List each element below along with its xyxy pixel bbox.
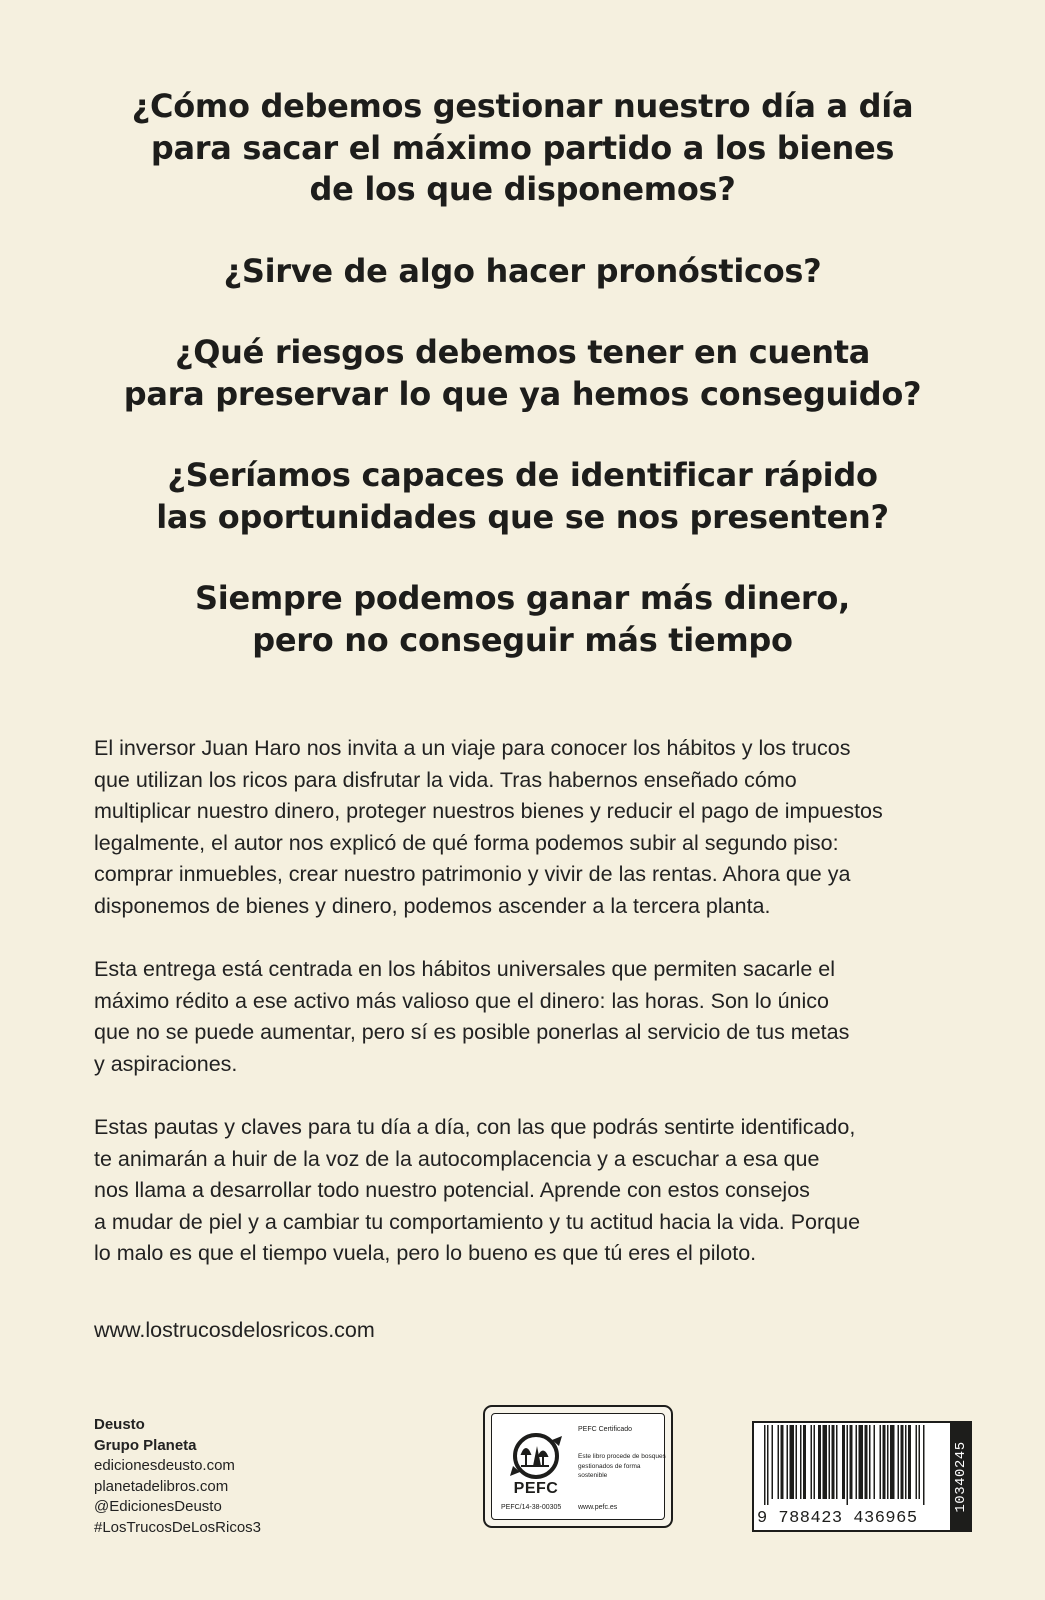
question-line: para sacar el máximo partido a los bienes	[150, 128, 895, 167]
paragraph-line: multiplicar nuestro dinero, proteger nuestros bienes y reducir el pago de impuestos	[94, 799, 883, 823]
question-line: las oportunidades que se nos presenten?	[156, 497, 889, 536]
pefc-code: PEFC/14-38-00305	[501, 1504, 562, 1511]
question-line: ¿Seríamos capaces de identificar rápido	[167, 456, 878, 494]
publisher-hashtag[interactable]: #LosTrucosDeLosRicos3	[94, 1518, 262, 1536]
question-1	[60, 86, 985, 211]
tree-icon	[504, 1432, 568, 1480]
question-4	[60, 455, 985, 538]
barcode-icon	[756, 1425, 948, 1505]
pefc-website: www.pefc.es	[578, 1504, 618, 1511]
paragraph-line: y aspiraciones.	[94, 1051, 238, 1076]
paragraph-line: nos llama a desarrollar todo nuestro potencial. Aprende con estos consejos	[94, 1178, 810, 1202]
synopsis-paragraph-3	[94, 1112, 974, 1270]
question-2	[60, 251, 985, 293]
tagline-line: pero no conseguir más tiempo	[252, 620, 793, 659]
synopsis-paragraph-1	[94, 733, 974, 922]
isbn-number: 9 788423 436965	[757, 1509, 918, 1528]
questions-block	[60, 86, 985, 701]
paragraph-line: Estas pautas y claves para tu día a día, con las que podrás sentirte identificado,	[94, 1115, 856, 1139]
pefc-certification	[483, 1405, 673, 1528]
pefc-description: Este libro procede de bosques gestionados de forma sostenible	[578, 1453, 666, 1479]
internal-code	[950, 1421, 972, 1532]
question-line: ¿Sirve de algo hacer pronósticos?	[223, 251, 822, 290]
paragraph-line: que utilizan los ricos para disfrutar la vida. Tras habernos enseñado cómo	[94, 767, 797, 792]
paragraph-line: disponemos de bienes y dinero, podemos ascender a la tercera planta.	[94, 893, 771, 918]
publisher-name: Deusto	[94, 1416, 145, 1433]
paragraph-line: Esta entrega está centrada en los hábitos universales que permiten sacarle el	[94, 957, 835, 981]
isbn-barcode	[752, 1421, 970, 1532]
synopsis	[94, 733, 974, 1302]
paragraph-line: que no se puede aumentar, pero sí es posible ponerlas al servicio de tus metas	[94, 1020, 850, 1044]
paragraph-line: lo malo es que el tiempo vuela, pero lo bueno es que tú eres el piloto.	[94, 1241, 757, 1265]
tagline	[60, 578, 985, 661]
question-line: ¿Qué riesgos debemos tener en cuenta	[174, 333, 871, 371]
paragraph-line: legalmente, el autor nos explicó de qué forma podemos subir al segundo piso:	[94, 830, 839, 855]
question-line: ¿Cómo debemos gestionar nuestro día a día	[131, 87, 914, 125]
publisher-social[interactable]: @EdicionesDeusto	[94, 1498, 222, 1515]
publisher-group: Grupo Planeta	[94, 1436, 197, 1454]
paragraph-line: máximo rédito a ese activo más valioso que el dinero: las horas. Son lo único	[94, 988, 829, 1013]
website-link[interactable]: www.lostrucosdelosricos.com	[94, 1318, 375, 1342]
synopsis-paragraph-2	[94, 954, 974, 1080]
publisher-info	[94, 1415, 261, 1538]
internal-code-text: 10340245	[953, 1440, 969, 1513]
question-line: de los que disponemos?	[309, 170, 736, 208]
paragraph-line: El inversor Juan Haro nos invita a un viaje para conocer los hábitos y los trucos	[94, 736, 851, 760]
pefc-certified: PEFC Certificado	[578, 1426, 633, 1433]
pefc-logo-text: PEFC	[513, 1480, 559, 1497]
publisher-link[interactable]: planetadelibros.com	[94, 1477, 229, 1495]
question-3	[60, 332, 985, 415]
tagline-line: Siempre podemos ganar más dinero,	[195, 579, 850, 617]
paragraph-line: te animarán a huir de la voz de la autocomplacencia y a escuchar a esa que	[94, 1146, 820, 1171]
paragraph-line: a mudar de piel y a cambiar tu comportamiento y tu actitud hacia la vida. Porque	[94, 1209, 861, 1234]
paragraph-line: comprar inmuebles, crear nuestro patrimonio y vivir de las rentas. Ahora que ya	[94, 862, 851, 886]
question-line: para preservar lo que ya hemos conseguido?	[123, 374, 922, 413]
publisher-link[interactable]: edicionesdeusto.com	[94, 1457, 235, 1474]
